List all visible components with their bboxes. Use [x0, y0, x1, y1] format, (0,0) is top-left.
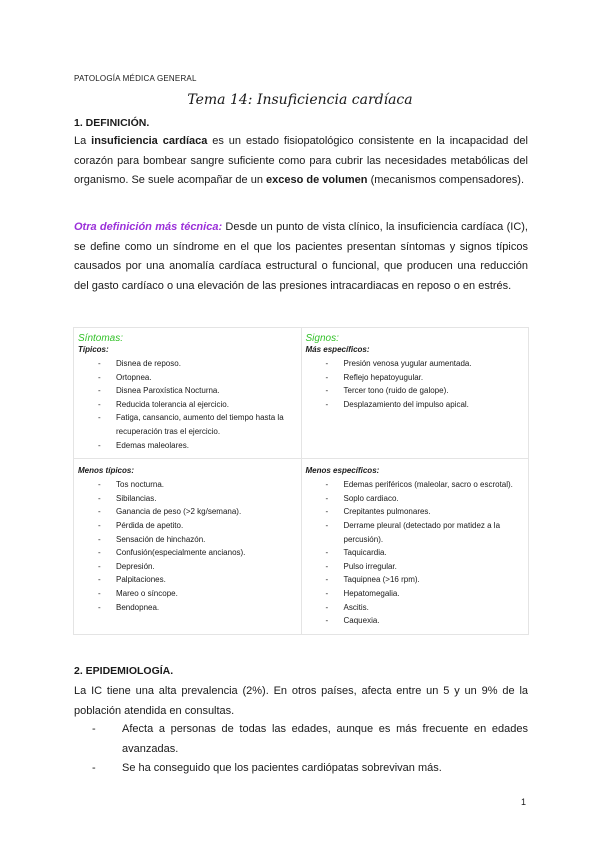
mas-especificos-heading: Más específicos:: [305, 345, 370, 354]
list-item: - Disnea de reposo.: [98, 357, 297, 371]
page-title: Tema 14: Insuficiencia cardíaca: [187, 92, 413, 108]
list-item: - Edemas periféricos (maleolar, sacro o escrotal).: [326, 478, 525, 492]
text-run: (mecanismos compensadores).: [367, 174, 525, 186]
list-item: - Reducida tolerancia al ejercicio.: [98, 398, 297, 412]
list-item: - Afecta a personas de todas las edades, aunque es más frecuente en edades avanzadas.: [92, 720, 528, 759]
list-item: - Edemas maleolares.: [98, 439, 297, 453]
section-heading-epidemiologia: 2. EPIDEMIOLOGÍA.: [74, 665, 174, 677]
list-item: - Presión venosa yugular aumentada.: [326, 357, 525, 371]
list-item: - Ascitis.: [326, 601, 525, 615]
list-item: - Hepatomegalia.: [326, 587, 525, 601]
list-item: - Ganancia de peso (>2 kg/semana).: [98, 505, 297, 519]
list-item: - Disnea Paroxística Nocturna.: [98, 384, 297, 398]
cell-menos-tipicos: [74, 459, 302, 635]
text-run: Desde un punto de vista clínico, la insuficiencia cardíaca (IC), se define como un síndrome en el que los pacientes presentan síntomas y signos típicos causados por una anomalía cardíaca estructural o funcional, que producen una reducción del gasto cardíaco o una elevación de las presiones intracardiacas en reposo o en estrés.: [74, 221, 528, 292]
list-item: - Crepitantes pulmonares.: [326, 505, 525, 519]
list-item: - Tos nocturna.: [98, 478, 297, 492]
term-insuficiencia: insuficiencia cardíaca: [91, 135, 208, 147]
list-item: - Sibilancias.: [98, 492, 297, 506]
list-item: - Confusión(especialmente ancianos).: [98, 546, 297, 560]
page-number: 1: [520, 797, 526, 807]
list-item: - Bendopnea.: [98, 601, 297, 615]
menos-especificos-heading: Menos específicos:: [305, 466, 380, 476]
sintomas-heading: Síntomas:: [78, 333, 124, 344]
technical-definition-paragraph: [74, 218, 528, 296]
signs-symptoms-table: [73, 327, 529, 635]
text-run: es un estado fisiopatológico consistente en la incapacidad del corazón para bombear sangre suficiente como para cubrir las necesidades metabólicas del organismo. Se suele acompañar de un: [74, 135, 528, 186]
list-item: - Palpitaciones.: [98, 573, 297, 587]
text-run: La: [74, 135, 92, 147]
list-item: - Pulso irregular.: [326, 560, 525, 574]
term-exceso-volumen: exceso de volumen: [266, 174, 368, 186]
cell-sintomas-tipicos: [74, 328, 302, 459]
epidemiology-paragraph: La IC tiene una alta prevalencia (2%). En otros países, afecta entre un 5 y un 9% de la población atendida en consultas.: [74, 685, 528, 717]
list-item: - Tercer tono (ruido de galope).: [326, 384, 525, 398]
list-item: - Derrame pleural (detectado por matidez a la percusión).: [326, 519, 525, 546]
list-item: - Desplazamiento del impulso apical.: [326, 398, 525, 412]
tipicos-list: [78, 357, 297, 452]
technical-label: Otra definición más técnica:: [74, 221, 223, 233]
epidemiology-bullets: [92, 720, 528, 779]
list-item: - Se ha conseguido que los pacientes cardiópatas sobrevivan más.: [92, 759, 528, 779]
list-item: - Sensación de hinchazón.: [98, 533, 297, 547]
menos-tipicos-list: [78, 478, 297, 614]
section-heading-definicion: 1. DEFINICIÓN.: [74, 117, 150, 129]
menos-especificos-list: [306, 478, 525, 628]
signos-heading: Signos:: [305, 333, 339, 344]
list-item: - Soplo cardiaco.: [326, 492, 525, 506]
mas-especificos-list: [306, 357, 525, 411]
list-item: - Depresión.: [98, 560, 297, 574]
cell-menos-especificos: [301, 459, 529, 635]
list-item: - Fatiga, cansancio, aumento del tiempo hasta la recuperación tras el ejercicio.: [98, 411, 297, 438]
list-item: - Ortopnea.: [98, 371, 297, 385]
list-item: - Pérdida de apetito.: [98, 519, 297, 533]
cell-signos-mas-especificos: [301, 328, 529, 459]
running-header: PATOLOGÍA MÉDICA GENERAL: [74, 74, 197, 83]
list-item: - Caquexia.: [326, 614, 525, 628]
list-item: - Mareo o síncope.: [98, 587, 297, 601]
list-item: - Reflejo hepatoyugular.: [326, 371, 525, 385]
definition-paragraph: [74, 132, 528, 191]
tipicos-heading: Típicos:: [78, 345, 109, 354]
list-item: - Taquicardia.: [326, 546, 525, 560]
menos-tipicos-heading: Menos típicos:: [78, 466, 135, 476]
list-item: - Taquipnea (>16 rpm).: [326, 573, 525, 587]
